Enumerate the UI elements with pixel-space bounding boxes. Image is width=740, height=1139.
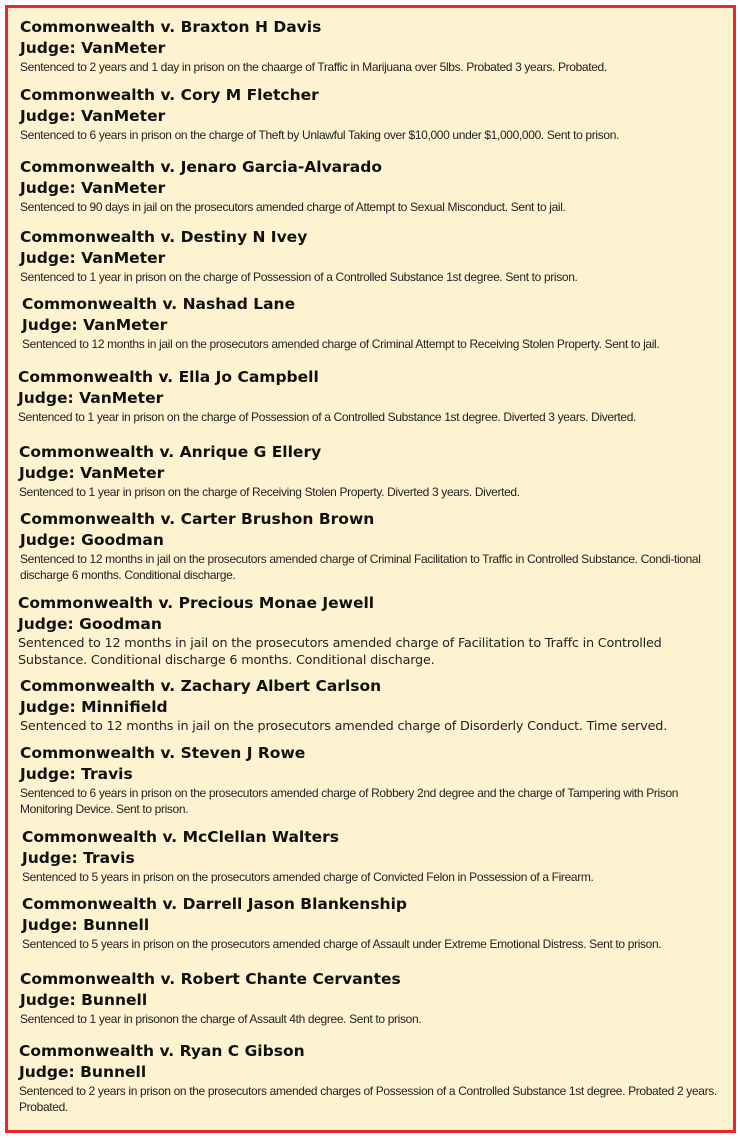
court-records-panel [5,5,736,1133]
case-sentence: Sentenced to 2 years and 1 day in prison on the chaarge of Traffic in Marijuana over 5lbs. Probated 3 years. Probated. [20,60,607,74]
case-judge: Judge: VanMeter [20,179,166,197]
case-sentence: Sentenced to 6 years in prison on the charge of Theft by Unlawful Taking over $10,000 under $1,000,000. Sent to prison. [20,128,619,142]
case-entry [22,894,723,952]
case-entry [22,294,723,352]
case-judge: Judge: Bunnell [19,1063,147,1081]
case-title: Commonwealth v. McClellan Walters [22,828,340,846]
case-judge: Judge: Bunnell [20,991,148,1009]
case-entry [20,227,723,285]
case-title: Commonwealth v. Darrell Jason Blankenship [22,895,407,913]
case-sentence: Sentenced to 5 years in prison on the prosecutors amended charge of Assault under Extreme Emotional Distress. Sent to prison. [22,937,662,951]
case-judge: Judge: Minnifield [20,698,168,716]
case-sentence: Sentenced to 1 year in prison on the charge of Receiving Stolen Property. Diverted 3 years. Diverted. [19,485,520,499]
case-judge: Judge: VanMeter [20,249,166,267]
case-entry [18,593,723,669]
case-judge: Judge: Travis [20,765,133,783]
case-title: Commonwealth v. Precious Monae Jewell [18,594,375,612]
case-judge: Judge: VanMeter [18,389,164,407]
case-judge: Judge: VanMeter [22,316,168,334]
case-judge: Judge: Bunnell [22,916,150,934]
case-sentence: Sentenced to 1 year in prisonon the charge of Assault 4th degree. Sent to prison. [20,1012,422,1026]
case-entry [20,157,723,215]
case-sentence: Sentenced to 12 months in jail on the prosecutors amended charge of Facilitation to Traffc in Controlled Substance. Conditional discharge 6 months. Conditional discharge. [18,636,662,668]
case-sentence: Sentenced to 12 months in jail on the prosecutors amended charge of Criminal Facilitation to Traffic in Controlled Substance. Condi-tional discharge 6 months. Conditional discharge. [20,552,701,582]
case-title: Commonwealth v. Ryan C Gibson [19,1042,305,1060]
case-sentence: Sentenced to 1 year in prison on the charge of Possession of a Controlled Substance 1st degree. Sent to prison. [20,270,578,284]
case-title: Commonwealth v. Jenaro Garcia-Alvarado [20,158,382,176]
case-judge: Judge: VanMeter [20,107,166,125]
case-entry [18,367,723,425]
case-entry [22,827,723,885]
case-judge: Judge: Goodman [20,531,164,549]
case-sentence: Sentenced to 12 months in jail on the prosecutors amended charge of Disorderly Conduct. Time served. [20,719,668,734]
case-judge: Judge: VanMeter [20,39,166,57]
case-entry [20,509,723,583]
case-title: Commonwealth v. Robert Chante Cervantes [20,970,401,988]
case-entry [19,442,723,500]
case-judge: Judge: Travis [22,849,135,867]
case-entry [20,743,723,817]
case-judge: Judge: Goodman [18,615,162,633]
case-title: Commonwealth v. Zachary Albert Carlson [20,677,382,695]
case-title: Commonwealth v. Carter Brushon Brown [20,510,375,528]
case-title: Commonwealth v. Destiny N Ivey [20,228,308,246]
case-title: Commonwealth v. Nashad Lane [22,295,296,313]
case-entry [19,1041,723,1115]
case-title: Commonwealth v. Ella Jo Campbell [18,368,319,386]
case-sentence: Sentenced to 90 days in jail on the prosecutors amended charge of Attempt to Sexual Misconduct. Sent to jail. [20,200,566,214]
case-title: Commonwealth v. Steven J Rowe [20,744,306,762]
case-entry [20,969,723,1027]
case-sentence: Sentenced to 12 months in jail on the prosecutors amended charge of Criminal Attempt to Receiving Stolen Property. Sent to jail. [22,337,660,351]
case-title: Commonwealth v. Anrique G Ellery [19,443,322,461]
case-entry [20,17,723,75]
case-entry [20,85,723,143]
case-title: Commonwealth v. Braxton H Davis [20,18,322,36]
case-sentence: Sentenced to 5 years in prison on the prosecutors amended charge of Convicted Felon in Possession of a Firearm. [22,870,594,884]
case-sentence: Sentenced to 1 year in prison on the charge of Possession of a Controlled Substance 1st degree. Diverted 3 years. Diverted. [18,410,636,424]
case-title: Commonwealth v. Cory M Fletcher [20,86,319,104]
case-entry [20,676,723,735]
case-sentence: Sentenced to 2 years in prison on the prosecutors amended charges of Possession of a Controlled Substance 1st degree. Probated 2 years. Probated. [19,1084,717,1114]
case-judge: Judge: VanMeter [19,464,165,482]
case-sentence: Sentenced to 6 years in prison on the prosecutors amended charge of Robbery 2nd degree and the charge of Tampering with Prison Monitoring Device. Sent to prison. [20,786,679,816]
